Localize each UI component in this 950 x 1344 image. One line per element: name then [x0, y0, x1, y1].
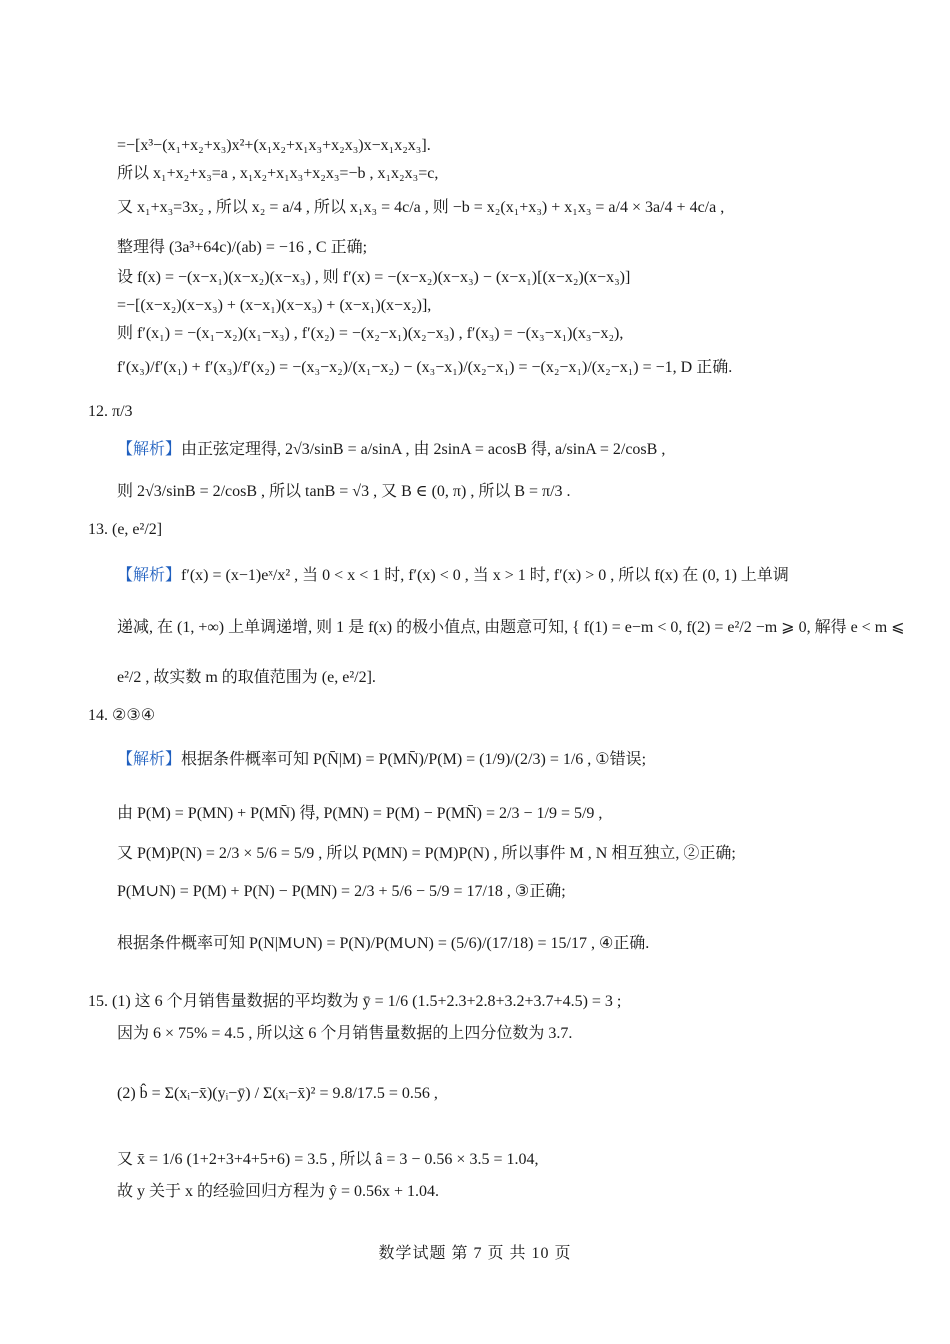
- line-14d: P(M∪N) = P(M) + P(N) − P(MN) = 2/3 + 5/6 − 5/9 = 17/18 , ③正确;: [117, 883, 566, 900]
- line-14b: 由 P(M) = P(MN) + P(MN̄) 得, P(MN) = P(M) − P(MN̄) = 2/3 − 1/9 = 5/9 ,: [117, 805, 603, 822]
- analysis-12: 【解析】由正弦定理得, 2√3/sinB = a/sinA , 由 2sinA = acosB 得, a/sinA = 2/cosB ,: [117, 441, 666, 458]
- analysis-13: 【解析】f′(x) = (x−1)eˣ/x² , 当 0 < x < 1 时, f′(x) < 0 , 当 x > 1 时, f′(x) > 0 , 所以 f(x) 在 (0, 1) 上单调: [117, 567, 789, 584]
- answer-12: 12. π/3: [88, 403, 133, 420]
- line-15c: (2) b̂ = Σ(xᵢ−x̄)(yᵢ−ȳ) / Σ(xᵢ−x̄)² = 9.8/17.5 = 0.56 ,: [117, 1085, 438, 1102]
- line-8: f′(x₃)/f′(x₁) + f′(x₃)/f′(x₂) = −(x₃−x₂)/(x₁−x₂) − (x₃−x₁)/(x₂−x₁) = −(x₂−x₁)/(x₂−x₁) = −1, D 正确.: [117, 359, 733, 376]
- line-15e: 故 y 关于 x 的经验回归方程为 ŷ = 0.56x + 1.04.: [117, 1183, 440, 1200]
- page-footer: 数学试题 第 7 页 共 10 页: [378, 1245, 572, 1262]
- line-3: 又 x₁+x₃=3x₂ , 所以 x₂ = a/4 , 所以 x₁x₃ = 4c/a , 则 −b = x₂(x₁+x₃) + x₁x₃ = a/4 × 3a/4 + 4c/a ,: [117, 199, 725, 216]
- analysis-14: 【解析】根据条件概率可知 P(N̄|M) = P(MN̄)/P(M) = (1/9)/(2/3) = 1/6 , ①错误;: [117, 751, 647, 768]
- analysis-tag: 【解析】: [117, 567, 182, 584]
- analysis-tag: 【解析】: [117, 441, 182, 458]
- analysis-tag: 【解析】: [117, 751, 182, 768]
- line-13b: 递减, 在 (1, +∞) 上单调递增, 则 1 是 f(x) 的极小值点, 由题意可知, { f(1) = e−m < 0, f(2) = e²/2 −m ⩾ 0, 解得 e < m ⩽: [117, 619, 905, 636]
- answer-15: 15. (1) 这 6 个月销售量数据的平均数为 ȳ = 1/6 (1.5+2.3+2.8+3.2+3.7+4.5) = 3 ;: [88, 993, 622, 1010]
- line-15b: 因为 6 × 75% = 4.5 , 所以这 6 个月销售量数据的上四分位数为 3.7.: [117, 1025, 573, 1042]
- line-5: 设 f(x) = −(x−x₁)(x−x₂)(x−x₃) , 则 f′(x) = −(x−x₂)(x−x₃) − (x−x₁)[(x−x₂)(x−x₃)]: [117, 269, 631, 286]
- line-7: 则 f′(x₁) = −(x₁−x₂)(x₁−x₃) , f′(x₂) = −(x₂−x₁)(x₂−x₃) , f′(x₃) = −(x₃−x₁)(x₃−x₂),: [117, 325, 624, 342]
- line-14e: 根据条件概率可知 P(N|M∪N) = P(N)/P(M∪N) = (5/6)/(17/18) = 15/17 , ④正确.: [117, 935, 650, 952]
- line-12b: 则 2√3/sinB = 2/cosB , 所以 tanB = √3 , 又 B ∈ (0, π) , 所以 B = π/3 .: [117, 483, 571, 500]
- answer-13: 13. (e, e²/2]: [88, 521, 163, 538]
- line-6: =−[(x−x₂)(x−x₃) + (x−x₁)(x−x₃) + (x−x₁)(x−x₂)],: [117, 297, 432, 314]
- line-4: 整理得 (3a³+64c)/(ab) = −16 , C 正确;: [117, 239, 368, 256]
- line-15d: 又 x̄ = 1/6 (1+2+3+4+5+6) = 3.5 , 所以 â = 3 − 0.56 × 3.5 = 1.04,: [117, 1151, 539, 1168]
- line-2: 所以 x₁+x₂+x₃=a , x₁x₂+x₁x₃+x₂x₃=−b , x₁x₂x₃=c,: [117, 165, 439, 182]
- line-1: =−[x³−(x₁+x₂+x₃)x²+(x₁x₂+x₁x₃+x₂x₃)x−x₁x₂x₃].: [117, 137, 431, 154]
- answer-14: 14. ②③④: [88, 707, 156, 724]
- line-14c: 又 P(M)P(N) = 2/3 × 5/6 = 5/9 , 所以 P(MN) = P(M)P(N) , 所以事件 M , N 相互独立, ②正确;: [117, 845, 736, 862]
- line-13c: e²/2 , 故实数 m 的取值范围为 (e, e²/2].: [117, 669, 376, 686]
